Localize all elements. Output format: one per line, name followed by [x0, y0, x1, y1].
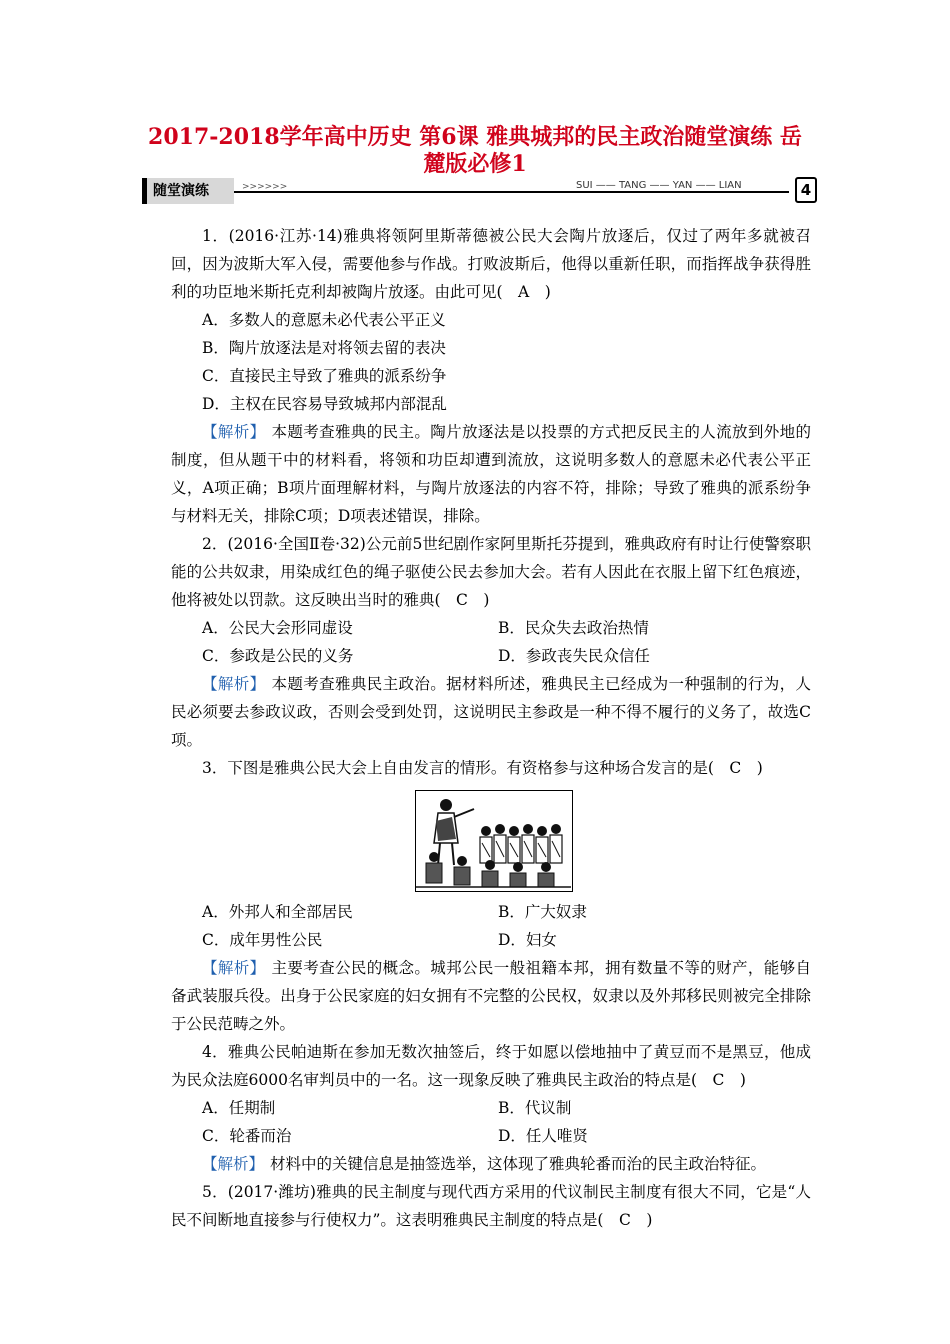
title-line-1: 2017-2018学年高中历史 第6课 雅典城邦的民主政治随堂演练 岳 — [148, 124, 802, 150]
question-2-option-d: D．参政丧失民众信任 — [498, 647, 650, 665]
question-1-option-b: B．陶片放逐法是对将领去留的表决 — [202, 339, 446, 357]
analysis-tag: 【解析】 — [202, 675, 266, 693]
question-2-analysis-text: 本题考查雅典民主政治。据材料所述，雅典民主已经成为一种强制的行为，人民必须要去参政议政，否则会受到处罚，这说明民主参政是一种不得不履行的义务了，故选C项。 — [171, 675, 811, 749]
assembly-drawing — [416, 791, 571, 890]
question-4-option-b: B．代议制 — [498, 1099, 572, 1117]
question-1-option-d: D．主权在民容易导致城邦内部混乱 — [202, 395, 447, 413]
question-2-options-row-1 — [171, 614, 811, 642]
banner-number: 4 — [795, 177, 817, 203]
page-title — [130, 124, 820, 178]
banner-rule — [234, 191, 789, 193]
analysis-tag: 【解析】 — [202, 423, 266, 441]
question-2-options-row-2 — [171, 642, 811, 670]
question-3-options-row-2 — [171, 926, 811, 954]
question-2-analysis — [171, 670, 811, 754]
question-3-option-b: B．广大奴隶 — [498, 903, 587, 921]
question-4-option-a: A．任期制 — [202, 1099, 276, 1117]
question-4-options-row-1 — [171, 1094, 811, 1122]
analysis-tag: 【解析】 — [202, 959, 266, 977]
question-4-option-d: D．任人唯贤 — [498, 1127, 588, 1145]
question-1-option-c: C．直接民主导致了雅典的派系纷争 — [202, 367, 447, 385]
question-3-option-c: C．成年男性公民 — [202, 931, 323, 949]
banner-arrows: >>>>>> — [242, 182, 288, 192]
question-2-option-a: A．公民大会形同虚设 — [202, 619, 353, 637]
question-3-option-d: D．妇女 — [498, 931, 557, 949]
question-4-options-row-2 — [171, 1122, 811, 1150]
banner-pinyin: SUI —— TANG —— YAN —— LIAN — [572, 180, 746, 191]
analysis-tag: 【解析】 — [202, 1155, 265, 1173]
question-4-analysis — [171, 1150, 811, 1178]
question-3-analysis-text: 主要考查公民的概念。城邦公民一般祖籍本邦，拥有数量不等的财产，能够自备武装服兵役。出身于公民家庭的妇女拥有不完整的公民权，奴隶以及外邦移民则被完全排除于公民范畴之外。 — [171, 959, 811, 1033]
question-4-analysis-text: 材料中的关键信息是抽签选举，这体现了雅典轮番而治的民主政治特征。 — [270, 1155, 767, 1173]
question-4-option-c: C．轮番而治 — [202, 1127, 292, 1145]
question-1-stem: 1．(2016·江苏·14)雅典将领阿里斯蒂德被公民大会陶片放逐后，仅过了两年多就被召回，因为波斯大军入侵，需要他参与作战。打败波斯后，他得以重新任职，而指挥战争获得胜利的功臣地米斯托克利却被陶片放逐。由此可见( A ) — [171, 227, 811, 301]
question-5-stem: 5．(2017·潍坊)雅典的民主制度与现代西方采用的代议制民主制度有很大不同，它是“人民不间断地直接参与行使权力”。这表明雅典民主制度的特点是( C ) — [171, 1183, 811, 1229]
question-3-analysis — [171, 954, 811, 1038]
question-3-options-row-1 — [171, 898, 811, 926]
assembly-illustration — [415, 790, 573, 892]
question-1-analysis-text: 本题考查雅典的民主。陶片放逐法是以投票的方式把反民主的人流放到外地的制度，但从题干中的材料看，将领和功臣却遭到流放，这说明多数人的意愿未必代表公平正义，A项正确；B项片面理解材料，与陶片放逐法的内容不符，排除；导致了雅典的派系纷争与材料无关，排除C项；D项表述错误，排除。 — [171, 423, 811, 525]
question-3-stem: 3．下图是雅典公民大会上自由发言的情形。有资格参与这种场合发言的是( C ) — [202, 759, 763, 777]
banner-label: 随堂演练 — [142, 178, 234, 204]
question-3-option-a: A．外邦人和全部居民 — [202, 903, 353, 921]
question-1-analysis — [171, 418, 811, 530]
title-line-2: 麓版必修1 — [423, 151, 527, 177]
question-1-option-a: A．多数人的意愿未必代表公平正义 — [202, 311, 446, 329]
question-2-option-c: C．参政是公民的义务 — [202, 647, 354, 665]
question-list — [171, 222, 811, 1234]
question-2-option-b: B．民众失去政治热情 — [498, 619, 649, 637]
question-4-stem: 4．雅典公民帕迪斯在参加无数次抽签后，终于如愿以偿地抽中了黄豆而不是黑豆，他成为民众法庭6000名审判员中的一名。这一现象反映了雅典民主政治的特点是( C ) — [171, 1043, 811, 1089]
question-2-stem: 2．(2016·全国Ⅱ卷·32)公元前5世纪剧作家阿里斯托芬提到，雅典政府有时让行使警察职能的公共奴隶，用染成红色的绳子驱使公民去参加大会。若有人因此在衣服上留下红色痕迹，他将被处以罚款。这反映出当时的雅典( C ) — [171, 535, 811, 609]
section-banner — [142, 176, 817, 210]
